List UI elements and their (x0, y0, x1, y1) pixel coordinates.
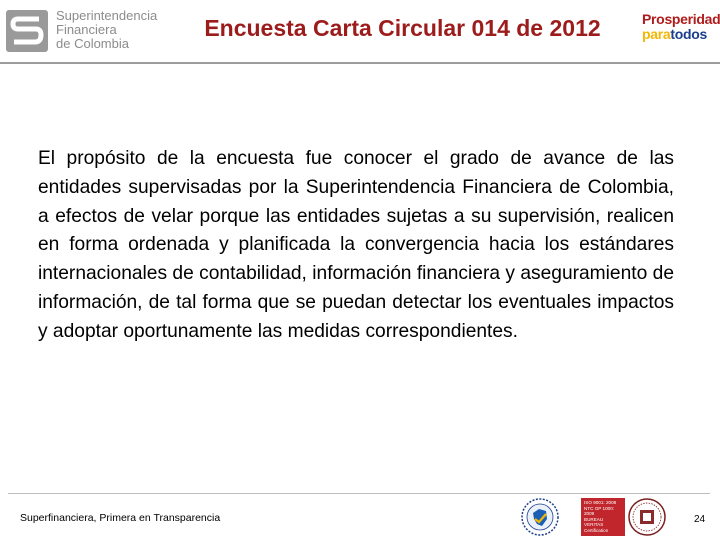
footer-divider (8, 493, 710, 494)
sfc-logo-icon (6, 10, 48, 52)
cert-badge-line: NTC GP 1000: 2009 (584, 505, 615, 517)
sfc-logo-line: de Colombia (56, 36, 129, 51)
cert-badge-line: ISO 9001: 2008 (584, 500, 617, 505)
footer-tagline: Superfinanciera, Primera en Transparencia (20, 512, 221, 524)
page-number: 24 (694, 514, 706, 525)
prosperidad-logo-para: para (642, 26, 671, 42)
cert-seal-icon (627, 497, 667, 537)
sfc-logo (6, 8, 166, 54)
body-paragraph: El propósito de la encuesta fue conocer el grado de avance de las entidades supervisadas por la Superintendencia Financiera de Colombia, a efectos de velar porque las entidades sujetas a su supervisión, realicen en forma ordenada y planificada la convergencia hacia los estándares internacionales de contabilidad, información financiera y aseguramiento de información, de tal forma que se puedan detectar los eventuales impactos y adoptar oportunamente las medidas correspondientes. (38, 148, 674, 342)
cert-badge-line: BUREAU VERITAS (584, 516, 604, 528)
sfc-logo-line: Financiera (56, 22, 117, 37)
prosperidad-logo-line2 (642, 27, 716, 42)
colombia-seal-icon (520, 497, 560, 537)
cert-badge-line: Certification (584, 527, 609, 533)
header-divider (0, 62, 720, 64)
prosperidad-logo-line1: Prosperidad (642, 11, 720, 27)
page-title: Encuesta Carta Circular 014 de 2012 (204, 15, 601, 41)
prosperidad-logo-todos: todos (670, 26, 707, 42)
sfc-logo-text (56, 9, 157, 51)
sfc-logo-line: Superintendencia (56, 8, 158, 23)
cert-badge (581, 498, 625, 536)
prosperidad-logo (642, 11, 720, 52)
